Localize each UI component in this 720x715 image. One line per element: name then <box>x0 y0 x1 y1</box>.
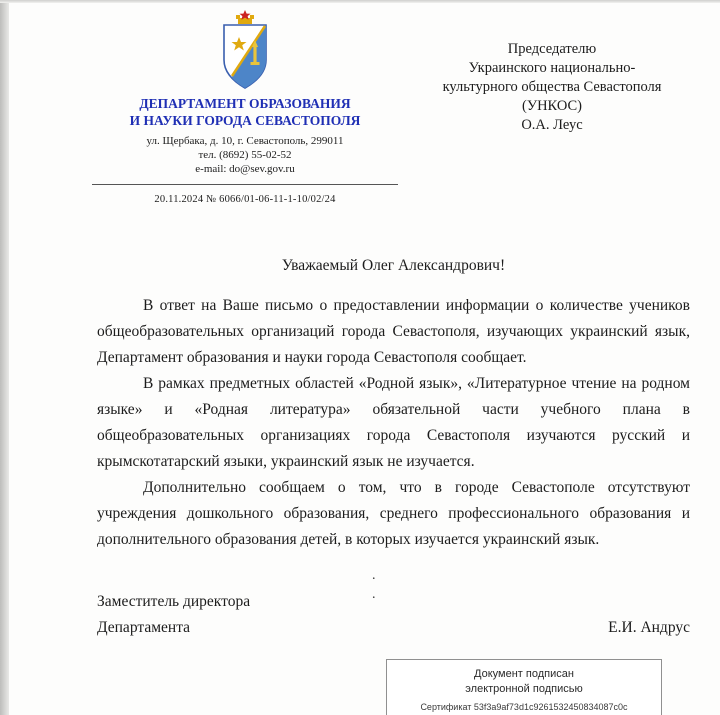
stamp-line1: Документ подписан <box>474 668 574 680</box>
org-name <box>92 96 398 129</box>
signer-position-line1: Заместитель директора <box>97 592 251 610</box>
letterhead-divider <box>92 184 398 185</box>
sevastopol-coat-of-arms-icon <box>215 10 275 94</box>
emblem-wrap <box>92 10 398 94</box>
letterhead-email: e-mail: do@sev.gov.ru <box>195 163 295 175</box>
addressee-line: культурного общества Севастополя <box>442 79 662 95</box>
scan-edge-artifact-top <box>0 0 720 3</box>
salutation: Уважаемый Олег Александрович! <box>281 256 506 274</box>
addressee-line: (УНКОС) <box>521 98 583 114</box>
addressee-line: Украинского национально- <box>468 60 636 76</box>
letterhead <box>0 0 720 205</box>
addressee-line: О.А. Леус <box>521 117 583 133</box>
letterhead-contacts <box>92 135 398 177</box>
digital-signature-stamp <box>386 659 662 715</box>
paragraph-3: Дополнительно сообщаем о том, что в городе Севастополе отсутствуют учреждения дошкольного образования, среднего профессионального образования и дополнительного образования детей, в которых изучается украинский язык. <box>97 478 690 548</box>
signer-name: Е.И. Андрус <box>608 618 690 636</box>
stamp-certificate: Сертификат 53f3a9af73d1c9261532450834087c0c <box>420 702 628 712</box>
scan-dot: . <box>372 587 376 602</box>
scan-dot-artifacts <box>372 566 376 604</box>
letterhead-left-column <box>92 10 398 205</box>
letterhead-address: ул. Щербака, д. 10, г. Севастополь, 299011 <box>146 135 344 147</box>
paragraph-1: В ответ на Ваше письмо о предоставлении информации о количестве учеников общеобразовательных организаций города Севастополя, изучающих украинский язык, Департамент образования и науки города Севастополя сообщает. <box>97 296 690 366</box>
addressee-block <box>404 10 700 205</box>
scan-dot: . <box>372 568 376 583</box>
signer-position-line2: Департамента <box>97 618 191 636</box>
signer-position <box>97 589 250 641</box>
scan-edge-artifact-left <box>0 0 9 715</box>
letterhead-phone: тел. (8692) 55-02-52 <box>198 149 292 161</box>
signature-block <box>97 589 690 641</box>
addressee-line: Председателю <box>507 41 597 57</box>
org-name-line1: ДЕПАРТАМЕНТ ОБРАЗОВАНИЯ <box>139 96 351 111</box>
letter-date-number: 20.11.2024 № 6066/01-06-11-1-10/02/24 <box>154 193 336 205</box>
letter-body <box>97 293 690 553</box>
paragraph-2: В рамках предметных областей «Родной язык», «Литературное чтение на родном языке» и «Родная литература» обязательной части учебного плана в общеобразовательных организациях города Севастополя изучаются русский и крымскотатарский языки, украинский язык не изучается. <box>97 374 690 470</box>
stamp-line2: электронной подписью <box>465 683 583 695</box>
org-name-line2: И НАУКИ ГОРОДА СЕВАСТОПОЛЯ <box>129 112 361 128</box>
